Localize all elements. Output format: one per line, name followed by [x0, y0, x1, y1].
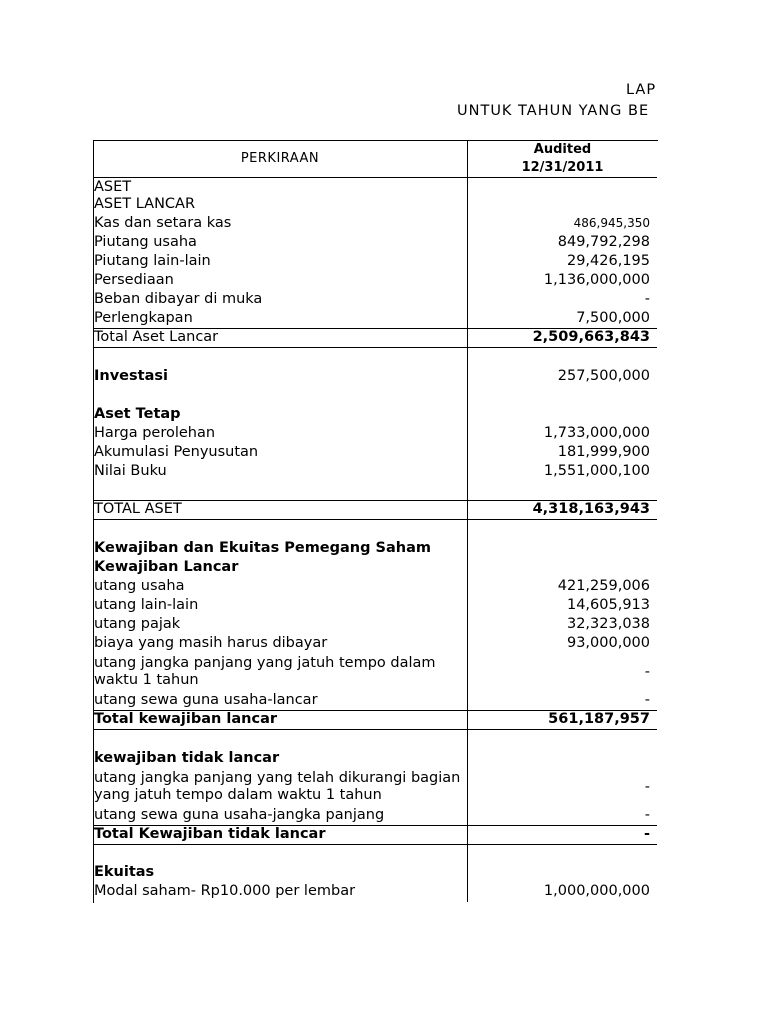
row-label: Perlengkapan: [94, 310, 193, 326]
table-row: [94, 770, 656, 804]
table-row: [94, 615, 656, 634]
table-row: [94, 443, 656, 462]
row-label: Investasi: [94, 368, 168, 384]
section-heading-aset-lancar: ASET LANCAR: [94, 196, 196, 212]
table-row-investasi: [94, 367, 656, 386]
table-row: [94, 596, 656, 615]
row-value: -: [643, 826, 650, 842]
section-heading-kewajiban-tidak-lancar: kewajiban tidak lancar: [94, 750, 280, 766]
table-row: [94, 634, 656, 653]
section-heading-ekuitas: Ekuitas: [94, 864, 155, 880]
row-value: -: [644, 807, 650, 823]
row-value: 2,509,663,843: [532, 329, 650, 345]
row-value: -: [644, 291, 650, 307]
column-header-account-label: PERKIRAAN: [240, 151, 320, 166]
total-row-kewajiban-tidak-lancar: [94, 825, 656, 844]
row-value: 849,792,298: [557, 234, 650, 250]
table-row: [94, 252, 656, 271]
row-label: biaya yang masih harus dibayar: [94, 635, 328, 651]
row-value: 32,323,038: [566, 616, 650, 632]
row-value: 561,187,957: [548, 711, 650, 727]
row-label: Persediaan: [94, 272, 174, 288]
table-row: [94, 309, 656, 328]
column-header-audited: Audited: [533, 141, 592, 157]
row-label: Harga perolehan: [94, 425, 216, 441]
row-divider: [93, 844, 657, 845]
row-label: utang lain-lain: [94, 597, 199, 613]
report-title-line2: UNTUK TAHUN YANG BE: [457, 103, 650, 119]
row-value: 93,000,000: [566, 635, 650, 651]
section-heading-kewajiban-lancar: Kewajiban Lancar: [94, 559, 239, 575]
table-row: [94, 806, 656, 825]
row-value: 1,733,000,000: [543, 425, 650, 441]
row-value: 1,551,000,100: [543, 463, 650, 479]
row-label: utang sewa guna usaha-lancar: [94, 692, 318, 708]
row-value: 421,259,006: [557, 578, 650, 594]
row-label: Kas dan setara kas: [94, 215, 232, 231]
total-row-kewajiban-lancar: [94, 710, 656, 729]
row-label: utang jangka panjang yang telah dikurangi bagian yang jatuh tempo dalam waktu 1 tahun: [94, 770, 461, 803]
table-row: [94, 691, 656, 710]
table-row: [94, 290, 656, 309]
row-value: 14,605,913: [566, 597, 650, 613]
total-row-aset: [94, 500, 656, 519]
row-label: Beban dibayar di muka: [94, 291, 263, 307]
table-row: [94, 577, 656, 596]
table-row: [94, 233, 656, 252]
row-label: TOTAL ASET: [94, 501, 182, 517]
row-value: 4,318,163,943: [532, 501, 650, 517]
row-label: Piutang lain-lain: [94, 253, 211, 269]
row-divider: [93, 519, 657, 520]
row-label: utang usaha: [94, 578, 185, 594]
row-label: Total Kewajiban tidak lancar: [94, 826, 326, 842]
row-value: 1,000,000,000: [543, 883, 650, 899]
row-label: Total kewajiban lancar: [94, 711, 278, 727]
row-value: 1,136,000,000: [543, 272, 650, 288]
table-row: [94, 271, 656, 290]
row-value: 7,500,000: [576, 310, 650, 326]
row-label: Akumulasi Penyusutan: [94, 444, 259, 460]
row-label: Total Aset Lancar: [94, 329, 219, 345]
row-value: 181,999,900: [557, 444, 650, 460]
section-heading-aset: ASET: [94, 179, 132, 195]
row-value: 257,500,000: [557, 368, 650, 384]
table-row: [94, 655, 656, 689]
column-header-value: [468, 140, 657, 177]
row-label: Modal saham- Rp10.000 per lembar: [94, 883, 356, 899]
table-row: [94, 214, 656, 233]
row-label: Piutang usaha: [94, 234, 197, 250]
row-value: -: [644, 692, 650, 708]
row-label: utang pajak: [94, 616, 181, 632]
section-heading-kewajiban-ekuitas: Kewajiban dan Ekuitas Pemegang Saham: [94, 540, 432, 556]
row-divider: [93, 347, 657, 348]
row-value: 486,945,350: [573, 216, 650, 230]
table-row: [94, 882, 656, 901]
row-label: Nilai Buku: [94, 463, 167, 479]
section-heading-aset-tetap: Aset Tetap: [94, 406, 181, 422]
column-header-date: 12/31/2011: [521, 159, 604, 175]
table-row: [94, 424, 656, 443]
row-value: 29,426,195: [566, 253, 650, 269]
row-value: -: [644, 779, 650, 795]
row-label: utang sewa guna usaha-jangka panjang: [94, 807, 385, 823]
report-title-line1: LAP: [626, 82, 657, 98]
column-header-account: [93, 140, 467, 177]
total-row-aset-lancar: [94, 328, 656, 347]
row-value: -: [644, 664, 650, 680]
row-label: utang jangka panjang yang jatuh tempo dalam waktu 1 tahun: [94, 655, 436, 688]
table-row: [94, 462, 656, 481]
row-divider: [93, 729, 657, 730]
